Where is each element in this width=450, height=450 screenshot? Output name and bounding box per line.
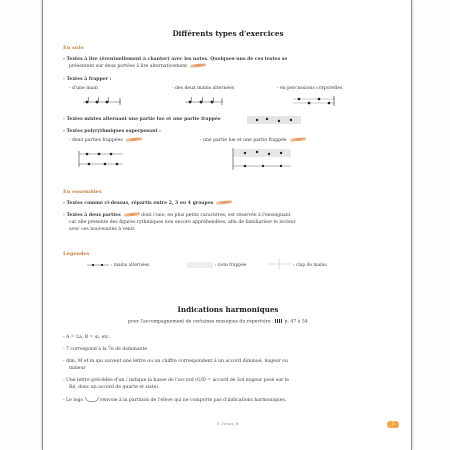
- solo-item-one-hand: - d'une main: [69, 86, 98, 91]
- ensemble-line-1: - Textes comme ci-dessus, répartis entre 2, 3 ou 4 groupes: [63, 201, 232, 207]
- rhythm-example-2-icon: [185, 96, 225, 106]
- section-heading-ensemble: En ensembles: [63, 189, 102, 195]
- harmonic-line-4b: Ré, donc un accord de quarte et sixte).: [69, 385, 160, 390]
- solo-item-two-hands: - des deux mains alternées: [172, 86, 235, 91]
- polyrhythm-example-1-icon: [77, 148, 125, 170]
- harmonic-line-2: - 7 correspond à la 7e de dominante: [63, 347, 148, 352]
- alternating-hands-symbol-icon: [87, 261, 109, 269]
- hand-clap-symbol-icon: [267, 258, 291, 270]
- eleve-tag-icon: [190, 63, 206, 67]
- solo-line-5: - Textes polyrythmiques superposant :: [63, 129, 161, 134]
- solo-item-percussion: - en percussions corporelles: [277, 86, 343, 91]
- hit-note-symbol-icon: [187, 260, 213, 270]
- rhythm-example-1-icon: [83, 96, 123, 106]
- score-symbol-icon: [275, 319, 283, 323]
- legend-alternating-hands: : mains alternées: [111, 263, 150, 268]
- document-page: [42, 0, 412, 450]
- page-number-badge: 3: [387, 421, 399, 428]
- ensemble-line-2c: car elle présente des figures rythmiques non encore appréhendées, afin de familiariser le lecteur: [69, 220, 296, 225]
- ensemble-line-2: - Textes à deux parties dont l'une, en plus petits caractères, est réservée à l'enseignant: [63, 213, 291, 218]
- eleve-tag-icon: [126, 137, 142, 141]
- eleve-tag-icon: [216, 200, 232, 204]
- polyrhythm-example-2-icon: [231, 147, 293, 173]
- legend-hand-clap: : clap de mains: [293, 263, 327, 268]
- student-score-logo-icon: [85, 397, 99, 402]
- harmonic-intro: pour l'accompagnement de certaines musiques du répertoire : p. 47 à 54: [128, 319, 308, 325]
- rhythm-mixed-example-icon: [247, 114, 303, 126]
- section-heading-legend: Légendes: [63, 251, 90, 257]
- solo-line-1: - Textes à lire (éventuellement à chanter) avec les notes. Quelques-uns de ces textes se: [63, 57, 288, 62]
- harmonic-line-3: - dim, M et m qui suivent une lettre ou un chiffre correspondent à un accord diminué, majeur ou: [63, 359, 289, 364]
- page-content: [63, 0, 393, 450]
- eleve-tag-icon: [124, 212, 140, 216]
- harmonic-line-4: - Une lettre précédée d'un / indique la basse de l'accord (G/D = accord de Sol majeur posé sur le: [63, 378, 290, 383]
- page-title: Différents types d'exercices: [172, 29, 284, 38]
- solo-line-1b: présentent sur deux portées à lire alternativement: [69, 64, 206, 70]
- solo-item-two-parts: - deux parties frappées: [69, 138, 142, 144]
- harmonic-line-3b: mineur: [69, 366, 86, 371]
- ensemble-line-2d: avec ces nouveautés à venir.: [69, 227, 136, 232]
- section-heading-solo: En solo: [63, 45, 84, 51]
- harmonic-title: Indications harmoniques: [177, 305, 279, 314]
- solo-item-read-and-hit: - une partie lue et une partie frappée: [200, 138, 306, 144]
- harmonic-line-5: - Le logo renvoie à la partition de l'élève qui ne comporte pas d'indications harmoniques.: [63, 398, 287, 403]
- solo-line-2: - Textes à frapper :: [63, 77, 112, 82]
- solo-line-4: - Textes mixtes alternant une partie lue et une partie frappée: [63, 117, 221, 122]
- rhythm-example-3-icon: [293, 95, 337, 107]
- harmonic-line-1: - A = La, B = si, etc.: [63, 335, 111, 340]
- page-footer: © Henry B.: [216, 421, 240, 426]
- legend-hit-note: : note frappée: [215, 263, 247, 268]
- eleve-tag-icon: [289, 137, 305, 141]
